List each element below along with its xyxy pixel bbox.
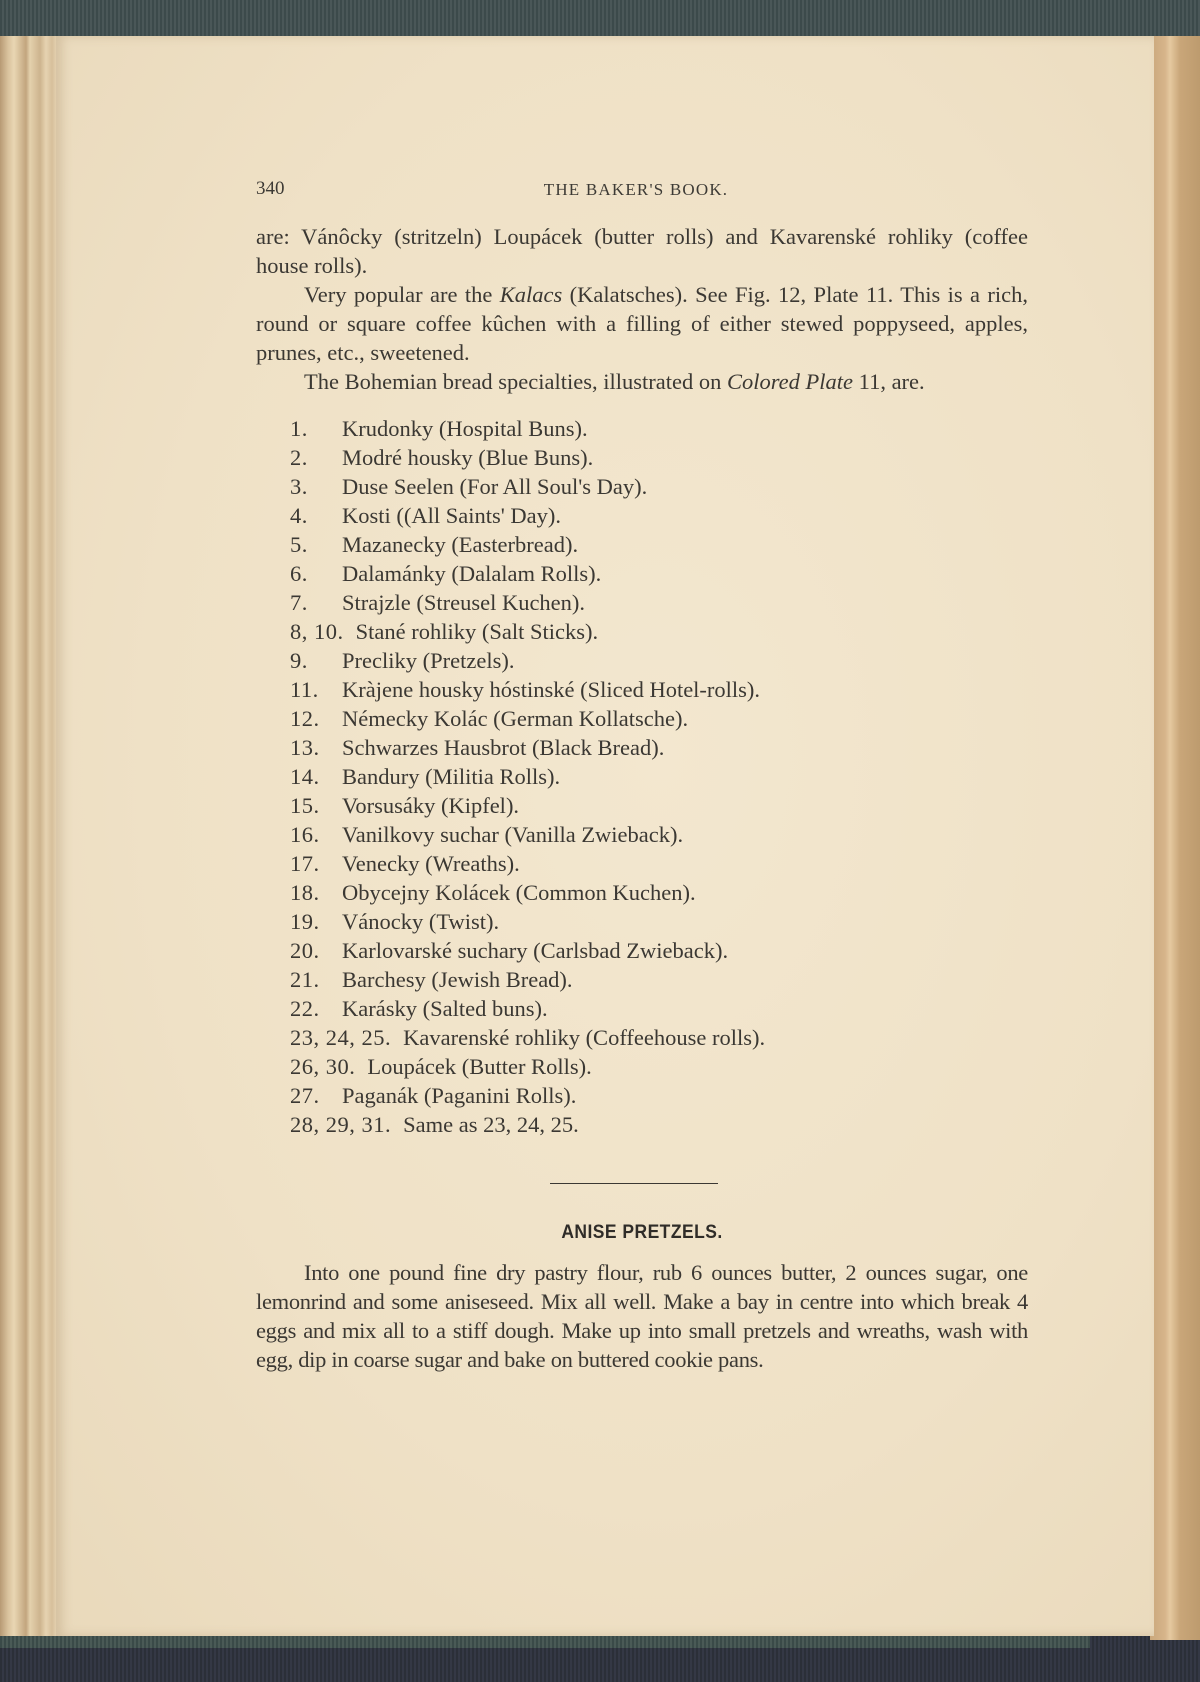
- list-item: [290, 878, 990, 907]
- item-text: Precliky (Pretzels).: [342, 648, 515, 673]
- item-text: Némecky Kolác (German Kollatsche).: [342, 706, 689, 731]
- page-header: [256, 178, 976, 206]
- item-text: Kosti ((All Saints' Day).: [342, 503, 562, 528]
- item-text: Dalamánky (Dalalam Rolls).: [342, 561, 602, 586]
- list-item: [290, 1110, 990, 1139]
- list-item: [290, 733, 990, 762]
- item-text: Kavarenské rohliky (Coffeehouse rolls).: [403, 1025, 766, 1050]
- item-text: Venecky (Wreaths).: [342, 851, 520, 876]
- list-item: [290, 414, 990, 443]
- item-text: Barchesy (Jewish Bread).: [342, 967, 573, 992]
- item-text: Paganák (Paganini Rolls).: [342, 1083, 577, 1108]
- item-text: Schwarzes Hausbrot (Black Bread).: [342, 735, 665, 760]
- item-text: Strajzle (Streusel Kuchen).: [342, 590, 586, 615]
- list-item: [290, 965, 990, 994]
- intro-paragraph-3-rest: 11, are.: [853, 369, 925, 394]
- item-text: Kràjene housky hóstinské (Sliced Hotel-rolls).: [342, 677, 761, 702]
- item-text: Vanilkovy suchar (Vanilla Zwieback).: [342, 822, 684, 847]
- item-number: 20.: [290, 938, 320, 963]
- item-number: 6.: [290, 561, 308, 586]
- item-text: Stané rohliky (Salt Sticks).: [355, 619, 599, 644]
- item-text: Karásky (Salted buns).: [342, 996, 548, 1021]
- list-item: [290, 530, 990, 559]
- list-item: [290, 472, 990, 501]
- specialties-list: [290, 414, 990, 1139]
- item-number: 28, 29, 31.: [290, 1112, 392, 1137]
- intro-paragraph-2-lead: Very popular are the: [304, 282, 500, 307]
- intro-paragraph-3: [256, 367, 1028, 396]
- book-cover-top: [0, 0, 1200, 36]
- list-item: [290, 849, 990, 878]
- item-number: 27.: [290, 1083, 320, 1108]
- item-number: 11.: [290, 677, 319, 702]
- item-text: Karlovarské suchary (Carlsbad Zwieback).: [342, 938, 729, 963]
- list-item: [290, 907, 990, 936]
- item-number: 21.: [290, 967, 320, 992]
- list-item: [290, 501, 990, 530]
- item-text: Loupácek (Butter Rolls).: [367, 1054, 592, 1079]
- list-item: [290, 791, 990, 820]
- item-number: 17.: [290, 851, 320, 876]
- list-item: [290, 704, 990, 733]
- item-number: 18.: [290, 880, 320, 905]
- page-number: 340: [256, 178, 285, 199]
- item-text: Bandury (Militia Rolls).: [342, 764, 561, 789]
- colored-plate-term: Colored Plate: [727, 369, 854, 394]
- item-number: 13.: [290, 735, 320, 760]
- item-number: 3.: [290, 474, 308, 499]
- list-item: [290, 588, 990, 617]
- item-text: Krudonky (Hospital Buns).: [342, 416, 588, 441]
- item-number: 12.: [290, 706, 320, 731]
- list-item: [290, 646, 990, 675]
- intro-paragraph-2-rest: (Kalatsches). See Fig. 12, Plate 11. This is a rich, round or square coffee kûchen with a filling of either stewed poppyseed, apples, prunes, etc., sweetened.: [256, 282, 1028, 365]
- item-number: 22.: [290, 996, 320, 1021]
- item-text: Duse Seelen (For All Soul's Day).: [342, 474, 648, 499]
- running-head: THE BAKER'S BOOK.: [543, 180, 729, 199]
- recipe-title: ANISE PRETZELS.: [561, 1222, 723, 1243]
- item-number: 9.: [290, 648, 308, 673]
- kalacs-term: Kalacs: [499, 282, 563, 307]
- intro-paragraph-1: are: Vánôcky (stritzeln) Loupácek (butter rolls) and Kavarenské rohliky (coffee house rolls).: [256, 224, 1028, 278]
- page-stack-left-edge: [0, 36, 60, 1636]
- list-item: [290, 762, 990, 791]
- item-number: 26, 30.: [290, 1054, 356, 1079]
- list-item: [290, 443, 990, 472]
- book-cover-bottom-edge: [0, 1636, 1090, 1648]
- item-number: 15.: [290, 793, 320, 818]
- item-number: 1.: [290, 416, 308, 441]
- item-number: 2.: [290, 445, 308, 470]
- item-text: Mazanecky (Easterbread).: [342, 532, 579, 557]
- item-number: 19.: [290, 909, 320, 934]
- intro-paragraph-3-lead: The Bohemian bread specialties, illustrated on: [304, 369, 727, 394]
- item-number: 7.: [290, 590, 308, 615]
- list-item: [290, 936, 990, 965]
- intro-paragraph-2: [256, 280, 1028, 367]
- list-item: [290, 820, 990, 849]
- item-text: Obycejny Kolácek (Common Kuchen).: [342, 880, 696, 905]
- list-item: [290, 1081, 990, 1110]
- item-text: Vorsusáky (Kipfel).: [342, 793, 520, 818]
- item-number: 16.: [290, 822, 320, 847]
- item-text: Modré housky (Blue Buns).: [342, 445, 594, 470]
- list-item: [290, 1052, 990, 1081]
- page-stack-right-edge: [1150, 36, 1200, 1640]
- list-item: [290, 675, 990, 704]
- list-item: [290, 1023, 990, 1052]
- list-item: [290, 994, 990, 1023]
- item-number: 5.: [290, 532, 308, 557]
- item-number: 8, 10.: [290, 619, 344, 644]
- item-text: Same as 23, 24, 25.: [403, 1112, 579, 1137]
- list-item: [290, 559, 990, 588]
- item-number: 4.: [290, 503, 308, 528]
- recipe-body: Into one pound fine dry pastry flour, rub 6 ounces butter, 2 ounces sugar, one lemonrind and some aniseseed. Mix all well. Make a bay in centre into which break 4 eggs and mix all to a stiff dough. Make up into small pretzels and wreaths, wash with egg, dip in coarse sugar and bake on buttered cookie pans.: [256, 1260, 1028, 1372]
- list-item: [290, 617, 990, 646]
- item-number: 23, 24, 25.: [290, 1025, 392, 1050]
- item-text: Vánocky (Twist).: [342, 909, 500, 934]
- item-number: 14.: [290, 764, 320, 789]
- section-divider: [550, 1183, 718, 1184]
